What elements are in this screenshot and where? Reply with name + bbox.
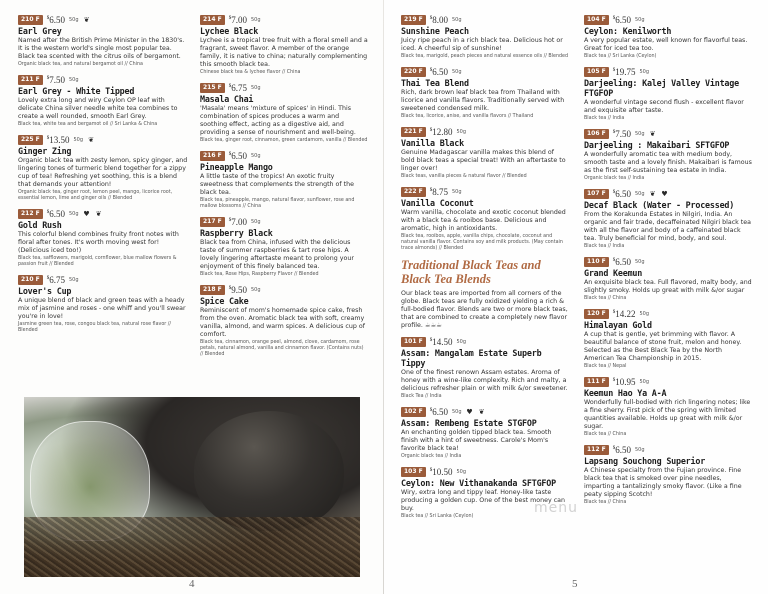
tea-name: Pineapple Mango — [200, 162, 273, 172]
unit: 50g — [68, 276, 79, 283]
tea-name: Earl Grey — [18, 26, 62, 36]
price: $6.50 — [46, 208, 65, 219]
temperature-badge: 217 F — [200, 217, 225, 227]
section-description: Our black teas are imported from all corners of the globe. Black teas are fully oxidized yielding a rich & full-bodied flavor. Blends are two or more black teas, that are combined to create a completely new flavor profile. ☕☕☕ — [401, 290, 568, 329]
unit: 50g — [451, 408, 462, 415]
menu-item — [584, 188, 752, 250]
tea-name: Sunshine Peach — [401, 26, 469, 36]
menu-item — [584, 256, 752, 302]
item-header — [584, 128, 752, 139]
tea-name: Keemun Hao Ya A-A — [584, 388, 667, 398]
temperature-badge: 216 F — [200, 151, 225, 161]
menu-item — [584, 128, 752, 182]
temperature-badge: 218 F — [200, 285, 225, 295]
temperature-badge: 225 F — [18, 135, 43, 145]
price: $6.75 — [228, 82, 247, 93]
leaf-icon: ❦ — [649, 189, 656, 198]
item-header — [18, 134, 188, 145]
tea-name: Darjeeling : Makaibari SFTGFOP — [584, 140, 730, 150]
tea-description: A wonderful vintage second flush - excellent flavor and exquisite after taste. — [584, 99, 744, 114]
tea-ingredients: Black tea // China — [584, 500, 627, 505]
price: $7.00 — [228, 216, 247, 227]
tea-name: Assam: Mangalam Estate Superb Tippy — [401, 348, 542, 368]
tea-name: Darjeeling: Kalej Valley Vintage FTGFOP — [584, 78, 739, 98]
tea-ingredients: Black tea // Sri Lanka (Ceylon) — [401, 514, 474, 519]
item-header — [584, 308, 752, 319]
tea-name: Lapsang Souchong Superior — [584, 456, 706, 466]
leaf-icon: ❦ — [88, 135, 94, 144]
tea-ingredients: Chinese black tea & lychee flavor // China — [200, 70, 301, 75]
unit: 50g — [634, 190, 645, 197]
menu-item — [401, 126, 569, 180]
heart-icon: ♥ — [466, 407, 473, 416]
price: $7.00 — [228, 14, 247, 25]
price: $10.50 — [429, 466, 453, 477]
page4-column-2 — [200, 14, 368, 364]
unit: 50g — [634, 16, 645, 23]
menu-item — [18, 74, 188, 128]
menu-item — [18, 274, 188, 334]
temperature-badge: 106 F — [584, 129, 609, 139]
temperature-badge: 219 F — [401, 15, 426, 25]
unit: 50g — [68, 210, 79, 217]
teapot-photo — [24, 397, 360, 577]
temperature-badge: 214 F — [200, 15, 225, 25]
tea-name: Ceylon: Kenilworth — [584, 26, 672, 36]
tea-leaves-image — [24, 517, 360, 577]
menu-item — [18, 208, 188, 268]
menu-item — [584, 308, 752, 370]
price: $13.50 — [46, 134, 70, 145]
price: $8.00 — [429, 14, 448, 25]
temperature-badge: 110 F — [584, 257, 609, 267]
tea-name: Earl Grey - White Tipped — [18, 86, 135, 96]
price: $7.50 — [612, 128, 631, 139]
tea-ingredients: Black tea, marigold, peach pieces and natural essence oils // Blended — [401, 54, 569, 59]
item-header — [584, 444, 752, 455]
price: $6.50 — [612, 444, 631, 455]
price: $10.95 — [612, 376, 636, 387]
menu-item — [401, 336, 569, 400]
price: $14.22 — [612, 308, 636, 319]
price: $8.75 — [429, 186, 448, 197]
tea-ingredients: Organic black tea, ginger root, lemon peel, mango, licorice root, essential lemon, lime and ginger oils // Blended — [18, 190, 173, 201]
tea-ingredients: Black tea // China — [584, 296, 627, 301]
menu-item — [401, 14, 569, 60]
tea-ingredients: Black tea, cinnamon, orange peel, almond, clove, cardamom, rose petals, natural almond, vanilla and cinnamon flavor. (Contains nuts) // Blended — [200, 340, 364, 357]
tea-name: Spice Cake — [200, 296, 249, 306]
tea-name: Ceylon: New Vithanakanda SFTGFOP — [401, 478, 556, 488]
tea-ingredients: Black tea, Rose Hips, Raspberry Flavor // Blended — [200, 272, 319, 277]
tea-description: Black tea from China, infused with the delicious taste of summer raspberries & tart rose hips. A lovely lingering aftertaste meant to prolong your enjoyment of this finely balanced tea. — [200, 239, 354, 270]
tea-description: Lovely extra long and wiry Ceylon OP leaf with delicate China silver needle white tea combines to create a well rounded, smooth Earl Grey. — [18, 97, 178, 120]
temperature-badge: 101 F — [401, 337, 426, 347]
tea-description: An enchanting golden tipped black tea. Smooth finish with a hint of sweetness. Carole's Mom's favorite black tea! — [401, 429, 552, 452]
page5-column-1 — [401, 14, 569, 526]
unit: 50g — [250, 152, 261, 159]
menu-item — [584, 14, 752, 60]
tea-name: Ginger Zing — [18, 146, 72, 156]
tea-description: Wonderfully full-bodied with rich lingering notes; like a fine sherry. First pick of the spring with limited quantities available. Holds up great with milk &/or sugar. — [584, 399, 751, 430]
tea-ingredients: Black tea, ginger root, cinnamon, green cardamom, vanilla // Blended — [200, 138, 368, 143]
item-header — [584, 188, 752, 199]
item-header — [584, 256, 752, 267]
temperature-badge: 220 F — [401, 67, 426, 77]
tea-description: A little taste of the tropics! An exotic fruity sweetness that complements the strength of the black tea. — [200, 173, 354, 196]
tea-name: Himalayan Gold — [584, 320, 652, 330]
leaf-icon: ❦ — [478, 407, 485, 416]
unit: 50g — [639, 68, 650, 75]
price: $6.50 — [228, 150, 247, 161]
menu-item — [200, 216, 368, 278]
tea-ingredients: Black Tea // India — [401, 394, 442, 399]
temperature-badge: 222 F — [401, 187, 426, 197]
tea-ingredients: Organic black tea // India — [584, 176, 645, 181]
price: $7.50 — [46, 74, 65, 85]
tea-description: An exquisite black tea. Full flavored, malty body, and slightly smoky. Holds up great with milk &/or sugar — [584, 279, 752, 294]
menu-item — [401, 186, 569, 252]
tea-ingredients: Black tea, white tea and bergamot oil // Sri Lanka & China — [18, 122, 158, 127]
unit: 50g — [456, 128, 467, 135]
tea-description: 'Masala' means 'mixture of spices' in Hindi. This combination of spices produces a warm and soothing effect, acting as a digestive aid, and providing a sense of nourishment and well-being. — [200, 105, 356, 136]
cup-icons: ☕☕☕ — [424, 322, 442, 329]
tea-name: Thai Tea Blend — [401, 78, 469, 88]
item-header — [200, 14, 368, 25]
unit: 50g — [73, 136, 84, 143]
item-header — [200, 216, 368, 227]
tea-name: Masala Chai — [200, 94, 254, 104]
page4-column-1 — [18, 14, 188, 340]
tea-ingredients: Black tea, safflowers, marigold, cornflower, blue mallow flowers & passion fruit // Blended — [18, 256, 177, 267]
price: $6.50 — [429, 406, 448, 417]
temperature-badge: 111 F — [584, 377, 609, 387]
section-title: Traditional Black Teas and Black Tea Blends — [401, 258, 541, 286]
tea-description: A Chinese specialty from the Fujian province. Fine black tea that is smoked over pine needles, imparting a tantalizingly smoky flavor. (Like a fine peaty sipping Scotch! — [584, 467, 742, 498]
item-header — [200, 150, 368, 161]
leaf-icon: ❦ — [649, 129, 656, 138]
tea-name: Assam: Rembeng Estate STGFOP — [401, 418, 537, 428]
teapot-image — [194, 411, 344, 531]
tea-ingredients: Black tea, rooibos, apple, vanilla chips, chocolate, coconut and natural vanilla flavor. Contains soy and milk products. (May contain trace almonds) // Blended — [401, 234, 563, 251]
price: $6.50 — [429, 66, 448, 77]
temperature-badge: 104 F — [584, 15, 609, 25]
tea-ingredients: Black tea, licorice, anise, and vanilla flavors // Thailand — [401, 114, 534, 119]
tea-description: A cup that is gentle, yet brimming with flavor. A beautiful balance of stone fruit, melon and honey. Selected as the Best Black Tea by the North American Tea Championship in 2015. — [584, 331, 742, 362]
tea-ingredients: Organic black tea // India — [401, 454, 462, 459]
price: $14.50 — [429, 336, 453, 347]
unit: 50g — [250, 84, 261, 91]
item-header — [401, 336, 569, 347]
tea-description: Rich, dark brown leaf black tea from Thailand with licorice and vanilla flavors. Traditionally served with sweetened condensed milk. — [401, 89, 565, 112]
tea-description: From the Korakunda Estates in Nilgiri, India. An organic and fair trade, decaffeinated Nilgiri black tea with all the flavor and body of a caffeinated black tea. Truly beneficial for mind, body, and soul. — [584, 211, 752, 242]
tea-description: Warm vanilla, chocolate and exotic coconut blended with a black tea & rooibos base. Delicious and aromatic, high in antioxidants. — [401, 209, 566, 232]
item-header — [18, 74, 188, 85]
tea-ingredients: Black tea // India — [584, 116, 625, 121]
tea-description: Named after the British Prime Minister in the 1830's. It is the western world's single most popular tea. Black tea scented with the citrus oils of bergamont. — [18, 37, 185, 60]
menu-item — [584, 376, 752, 438]
item-header — [18, 208, 188, 219]
tea-ingredients: Black tea // Nepal — [584, 364, 627, 369]
page5-column-2 — [584, 14, 752, 512]
heart-icon: ♥ — [661, 189, 668, 198]
temperature-badge: 103 F — [401, 467, 426, 477]
temperature-badge: 211 F — [18, 75, 43, 85]
temperature-badge: 112 F — [584, 445, 609, 455]
temperature-badge: 120 F — [584, 309, 609, 319]
tea-description: Organic black tea with zesty lemon, spicy ginger, and lingering tones of turmeric blend together for a zippy cup of tea! Refreshing yet soothing, this is a blend that demands your attention! — [18, 157, 188, 188]
tea-description: One of the finest renown Assam estates. Aroma of honey with a wine-like complexity. Rich and malty, a delicious refresher plain or with milk &/or sweetener. — [401, 369, 568, 392]
tea-ingredients: Jasmine green tea, rose, congou black tea, natural rose flavor // Blended — [18, 322, 172, 333]
tea-ingredients: Black teas, vanilla pieces & natural flavor // Blended — [401, 174, 527, 179]
unit: 50g — [639, 378, 650, 385]
tea-description: Wiry, extra long and tippy leaf. Honey-like taste producing a golden cup. One of the best money can buy. — [401, 489, 566, 512]
item-header — [584, 14, 752, 25]
tea-ingredients: Black tea // China — [584, 432, 627, 437]
item-header — [584, 66, 752, 77]
menu-item — [401, 66, 569, 120]
price: $6.50 — [612, 188, 631, 199]
item-header — [18, 274, 188, 285]
menu-item — [584, 444, 752, 506]
price: $6.50 — [612, 14, 631, 25]
menu-item — [18, 14, 188, 68]
item-header — [401, 466, 569, 477]
heart-icon: ♥ — [83, 209, 90, 218]
tea-name: Gold Rush — [18, 220, 62, 230]
item-header — [401, 126, 569, 137]
temperature-badge: 215 F — [200, 83, 225, 93]
tea-name: Grand Keemun — [584, 268, 643, 278]
tea-name: Vanilla Black — [401, 138, 464, 148]
tea-name: Decaf Black (Water - Processed) — [584, 200, 735, 210]
page-number: 4 — [189, 578, 195, 590]
menu-item — [200, 284, 368, 358]
unit: 50g — [634, 258, 645, 265]
unit: 50g — [250, 16, 261, 23]
item-header — [200, 82, 368, 93]
price: $6.50 — [46, 14, 65, 25]
watermark: menu — [534, 500, 578, 516]
tea-name: Raspberry Black — [200, 228, 273, 238]
unit: 50g — [639, 310, 650, 317]
tea-ingredients: Black tea // Sri Lanka (Ceylon) — [584, 54, 657, 59]
temperature-badge: 210 F — [18, 275, 43, 285]
menu-item — [401, 406, 569, 460]
price: $9.50 — [228, 284, 247, 295]
leaf-icon: ❦ — [95, 209, 102, 218]
menu-item — [584, 66, 752, 122]
menu-item — [18, 134, 188, 202]
price: $12.80 — [429, 126, 453, 137]
unit: 50g — [68, 76, 79, 83]
temperature-badge: 107 F — [584, 189, 609, 199]
menu-item — [200, 150, 368, 210]
leaf-icon: ❦ — [83, 15, 90, 24]
tea-ingredients: Black tea // India — [584, 244, 625, 249]
price: $6.50 — [612, 256, 631, 267]
item-header — [18, 14, 188, 25]
price: $6.75 — [46, 274, 65, 285]
unit: 50g — [451, 188, 462, 195]
temperature-badge: 102 F — [401, 407, 426, 417]
temperature-badge: 221 F — [401, 127, 426, 137]
tea-name: Vanilla Coconut — [401, 198, 474, 208]
item-header — [401, 14, 569, 25]
tea-ingredients: Black tea, pineapple, mango, natural flavor, sunflower, rose and mallow blossoms // China — [200, 198, 355, 209]
temperature-badge: 210 F — [18, 15, 43, 25]
unit: 50g — [451, 68, 462, 75]
unit: 50g — [250, 286, 261, 293]
unit: 50g — [451, 16, 462, 23]
tea-description: A wonderfully aromatic tea with medium body, smooth taste and a lovely finish. Makaibari is famous as the first self-sustaining tea estate in India. — [584, 151, 752, 174]
tea-name: Lychee Black — [200, 26, 259, 36]
tea-description: Lychee is a tropical tree fruit with a floral smell and a fragrant, sweet flavor. A member of the orange family, it is native to china; naturally complementing this smooth black tea. — [200, 37, 368, 68]
item-header — [584, 376, 752, 387]
tea-description: A very popular estate, well known for flavorful teas. Great for iced tea too. — [584, 37, 748, 52]
menu-item — [200, 14, 368, 76]
tea-description: Reminiscent of mom's homemade spice cake, fresh from the oven. Aromatic black tea with soft, creamy vanilla, almond, and warm spices. A delicious cup of comfort. — [200, 307, 365, 338]
unit: 50g — [456, 338, 467, 345]
unit: 50g — [634, 130, 645, 137]
price: $19.75 — [612, 66, 636, 77]
page-number: 5 — [572, 578, 578, 590]
tea-description: Genuine Madagascar vanilla makes this blend of bold black teas a special treat! With an aftertaste to linger over! — [401, 149, 566, 172]
item-header — [401, 186, 569, 197]
unit: 50g — [456, 468, 467, 475]
menu-item — [200, 82, 368, 144]
unit: 50g — [250, 218, 261, 225]
temperature-badge: 105 F — [584, 67, 609, 77]
tea-description: This colorful blend combines fruity front notes with floral after tones. It's worth moving west for! (Delicious iced too!) — [18, 231, 179, 254]
unit: 50g — [634, 446, 645, 453]
item-header — [401, 66, 569, 77]
item-header — [200, 284, 368, 295]
tea-description: A unique blend of black and green teas with a heady mix of jasmine and roses - one whiff and you'll swear you're in love! — [18, 297, 186, 320]
tea-description: Juicy ripe peach in a rich black tea. Delicious hot or iced. A cheerful sip of sunshine! — [401, 37, 563, 52]
tea-ingredients: Organic black tea, and natural bergamot oil // China — [18, 62, 143, 67]
unit: 50g — [68, 16, 79, 23]
item-header — [401, 406, 569, 417]
tea-name: Lover's Cup — [18, 286, 72, 296]
temperature-badge: 212 F — [18, 209, 43, 219]
